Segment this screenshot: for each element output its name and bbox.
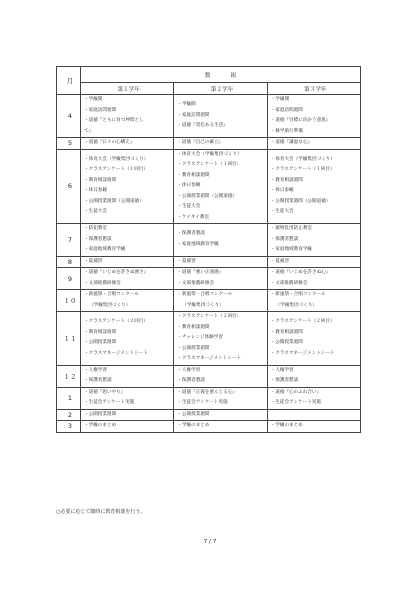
year-2-cell xyxy=(174,95,267,138)
list-item: ・防犯教室 xyxy=(84,226,107,231)
list-item: ・家庭訪問週間 xyxy=(270,107,303,113)
year-3-cell xyxy=(267,95,360,138)
table-row xyxy=(57,224,361,257)
list-item: ・保護者懇談 xyxy=(270,378,299,383)
list-item: ・新風祭・合唱コンクール xyxy=(177,292,233,297)
year-3-cell xyxy=(267,290,360,312)
table-row xyxy=(57,387,361,409)
list-item: ・新風祭・合唱コンクール xyxy=(84,292,139,297)
year-1-cell xyxy=(81,95,174,138)
schedule-table xyxy=(56,66,361,433)
list-item: ・クラスマネージメントシート xyxy=(270,350,335,356)
year-3-cell xyxy=(267,365,360,387)
year-2-cell xyxy=(174,387,267,409)
month-cell: １２ xyxy=(57,365,81,387)
list-item: ・公開授業週間 xyxy=(84,411,117,417)
list-item: ・学級開 xyxy=(84,97,103,102)
list-item: ・学級開 xyxy=(270,97,290,102)
month-cell: 2 xyxy=(57,409,81,421)
list-item: ・道徳『謙虚な心』 xyxy=(270,140,313,145)
month-cell: 4 xyxy=(57,95,81,138)
list-item: ・保護者懇談 xyxy=(270,236,299,242)
list-item: ・公開授業週間（公開道徳） xyxy=(270,198,331,204)
list-item: ・休日参観 xyxy=(177,183,201,188)
list-item: ・新風祭・合唱コンクール xyxy=(270,292,326,297)
table-row xyxy=(57,95,361,138)
year-1-cell xyxy=(81,149,174,224)
list-item: ・道徳『正義を重んじる心』 xyxy=(177,389,238,395)
year-3-cell xyxy=(267,268,360,290)
list-item: ・家庭訪問週間 xyxy=(84,107,117,113)
month-cell: 8 xyxy=(57,256,81,268)
year-1-cell xyxy=(81,409,174,421)
list-item: ・体育大会（学級集団づくり） xyxy=(84,156,149,162)
year-2-cell xyxy=(174,256,267,268)
list-item: ・ケイタイ教室 xyxy=(177,214,210,220)
list-item: ・道徳『日々の心構え』 xyxy=(84,140,135,145)
list-item: ・人権学習 xyxy=(270,367,294,373)
list-item: ・クラスアンケート（２回目） xyxy=(270,319,335,325)
year-2-cell xyxy=(174,365,267,387)
list-item: ・チャレンジ体験学習 xyxy=(177,335,223,340)
list-item: ・文部推薦研修会 xyxy=(84,280,121,286)
list-item: ・公開授業週間 xyxy=(177,411,210,417)
list-item: ・公開授業週間 xyxy=(177,345,210,351)
list-item: ・学級のまとめ xyxy=(84,423,117,428)
list-item: ・家庭地域教育学級 xyxy=(270,247,313,252)
year-3-cell xyxy=(267,138,360,150)
list-item: ・クラスアンケート（１回目） xyxy=(270,167,335,173)
list-item: ・道徳『強い正義感』 xyxy=(177,270,224,275)
list-item: ・クラスアンケート（１回目） xyxy=(177,162,242,167)
list-item: ・保護者懇談 xyxy=(84,236,112,242)
list-item: ・クラスアンケート（１回目） xyxy=(84,167,148,173)
list-item: ・教育相談週間 xyxy=(177,172,210,178)
list-item: ・薬物乱用防止教室 xyxy=(270,226,313,231)
list-item: ・教育相談週間 xyxy=(84,177,117,183)
footnote: ○必要に応じて随時に教育相談を行う。 xyxy=(56,509,146,515)
year-1-cell xyxy=(81,290,174,312)
list-item: ・家庭地域教育学級 xyxy=(84,247,126,252)
list-item: （学級集団づくり） xyxy=(275,302,318,308)
month-cell: 1 xyxy=(57,387,81,409)
list-item: ・道徳『責任ある生活』 xyxy=(177,123,228,129)
table-row xyxy=(57,256,361,268)
table-row xyxy=(57,409,361,421)
table-row xyxy=(57,138,361,150)
list-item: ・クラスアンケート（２回目） xyxy=(84,319,148,325)
list-item: ・学級のまとめ xyxy=(270,423,303,428)
month-cell: １０ xyxy=(57,290,81,312)
list-item: ・学級開 xyxy=(177,102,196,108)
list-item: ・人権学習 xyxy=(84,367,107,373)
year-header-2: 第２学年 xyxy=(174,83,267,95)
year-header-3: 第３学年 xyxy=(267,83,360,95)
list-item: ・生徒大会 xyxy=(84,209,107,215)
year-3-cell xyxy=(267,312,360,366)
list-item: ・道徳『思いやり』 xyxy=(84,389,126,395)
list-item: ・生徒会アンケート実施 xyxy=(177,400,228,405)
list-item: ・道徳『いじめを許さぬ心』 xyxy=(270,270,331,275)
year-1-cell xyxy=(81,256,174,268)
list-item: ・道徳『心のふれ合い』 xyxy=(270,389,322,395)
list-item: ・夏補習 xyxy=(270,258,290,264)
month-cell: 6 xyxy=(57,149,81,224)
list-item: ・家庭地域教育学級 xyxy=(177,241,219,247)
list-item: ・道徳『目標に向かう意思』 xyxy=(270,118,331,123)
list-item: ・クラスアンケート（２回目） xyxy=(177,314,242,319)
year-1-cell xyxy=(81,268,174,290)
list-item: ・生徒会アンケート実施 xyxy=(84,400,135,405)
list-item: て』 xyxy=(84,128,94,134)
list-item: ・保護者懇談 xyxy=(84,378,112,383)
year-1-cell xyxy=(81,421,174,433)
list-item: ・教育相談週間 xyxy=(84,329,117,335)
list-item: （学級集団づくり） xyxy=(89,302,131,308)
table-row xyxy=(57,312,361,366)
schedule-rows xyxy=(57,95,361,433)
page-number: 7 / 7 xyxy=(203,539,217,545)
list-item: （学級集団づくり） xyxy=(182,302,224,308)
list-item: ・道徳『いじめを許さぬ強さ』 xyxy=(84,270,149,275)
table-row xyxy=(57,365,361,387)
list-item: ・教育相談週間 xyxy=(270,329,303,335)
list-item: ・保護者懇談 xyxy=(177,231,205,237)
table-row xyxy=(57,268,361,290)
table-row xyxy=(57,421,361,433)
year-2-cell xyxy=(174,290,267,312)
list-item: ・文部推薦研修会 xyxy=(270,280,308,286)
list-item: ・公開授業週間（公開道徳） xyxy=(177,193,238,199)
list-item: ・道徳『自己の確立』 xyxy=(177,140,224,145)
list-item: ・道徳『ともに育つ仲間とし xyxy=(84,118,144,123)
year-3-cell xyxy=(267,149,360,224)
year-2-cell xyxy=(174,224,267,257)
year-3-cell xyxy=(267,224,360,257)
month-cell: 9 xyxy=(57,268,81,290)
list-item: ・教育相談週間 xyxy=(177,324,210,330)
year-1-cell xyxy=(81,138,174,150)
table-row xyxy=(57,149,361,224)
list-item: ・修学旅行準備 xyxy=(270,128,303,134)
year-1-cell xyxy=(81,312,174,366)
list-item: ・公開授業週間 xyxy=(84,340,117,346)
month-cell: １１ xyxy=(57,312,81,366)
year-1-cell xyxy=(81,224,174,257)
month-cell: 3 xyxy=(57,421,81,433)
list-item: ・公開授業週間 xyxy=(270,340,303,346)
year-3-cell xyxy=(267,387,360,409)
list-item: ・夏補習 xyxy=(84,258,103,264)
list-item: ・生徒大会 xyxy=(177,204,201,209)
month-cell: 7 xyxy=(57,224,81,257)
month-cell: 5 xyxy=(57,138,81,150)
list-item: ・人権学習 xyxy=(177,367,201,373)
list-item: ・保護者懇談 xyxy=(177,378,205,383)
year-3-cell xyxy=(267,421,360,433)
year-1-cell xyxy=(81,387,174,409)
year-1-cell xyxy=(81,365,174,387)
list-item: ・公開授業週間（公開道徳） xyxy=(84,198,144,204)
list-item: ・体育大会（学級集団づくり） xyxy=(270,156,335,162)
year-2-cell xyxy=(174,421,267,433)
list-item: ・クラスマネージメントシート xyxy=(84,350,148,356)
year-3-cell xyxy=(267,409,360,421)
data-header: 数 組 xyxy=(81,67,361,83)
list-item: ・夏補習 xyxy=(177,258,196,264)
list-item: ・学級のまとめ xyxy=(177,423,210,428)
year-2-cell xyxy=(174,409,267,421)
year-2-cell xyxy=(174,312,267,366)
list-item: ・文部推薦研修会 xyxy=(177,280,215,286)
year-3-cell xyxy=(267,256,360,268)
list-item: ・クラスマネージメントシート xyxy=(177,356,242,361)
month-header: 月 xyxy=(57,67,81,95)
year-2-cell xyxy=(174,268,267,290)
list-item: ・体育大会（学級集団づくり） xyxy=(177,151,242,157)
list-item: ・生徒会アンケート実施 xyxy=(270,400,321,405)
list-item: ・生徒大会 xyxy=(270,209,294,215)
year-header-1: 第１学年 xyxy=(81,83,174,95)
list-item: ・教育相談週間 xyxy=(270,177,303,183)
list-item: ・休日参観 xyxy=(270,188,294,194)
year-2-cell xyxy=(174,149,267,224)
year-2-cell xyxy=(174,138,267,150)
list-item: ・家庭訪問週間 xyxy=(177,112,210,118)
table-row xyxy=(57,290,361,312)
list-item: ・休日参観 xyxy=(84,188,107,194)
